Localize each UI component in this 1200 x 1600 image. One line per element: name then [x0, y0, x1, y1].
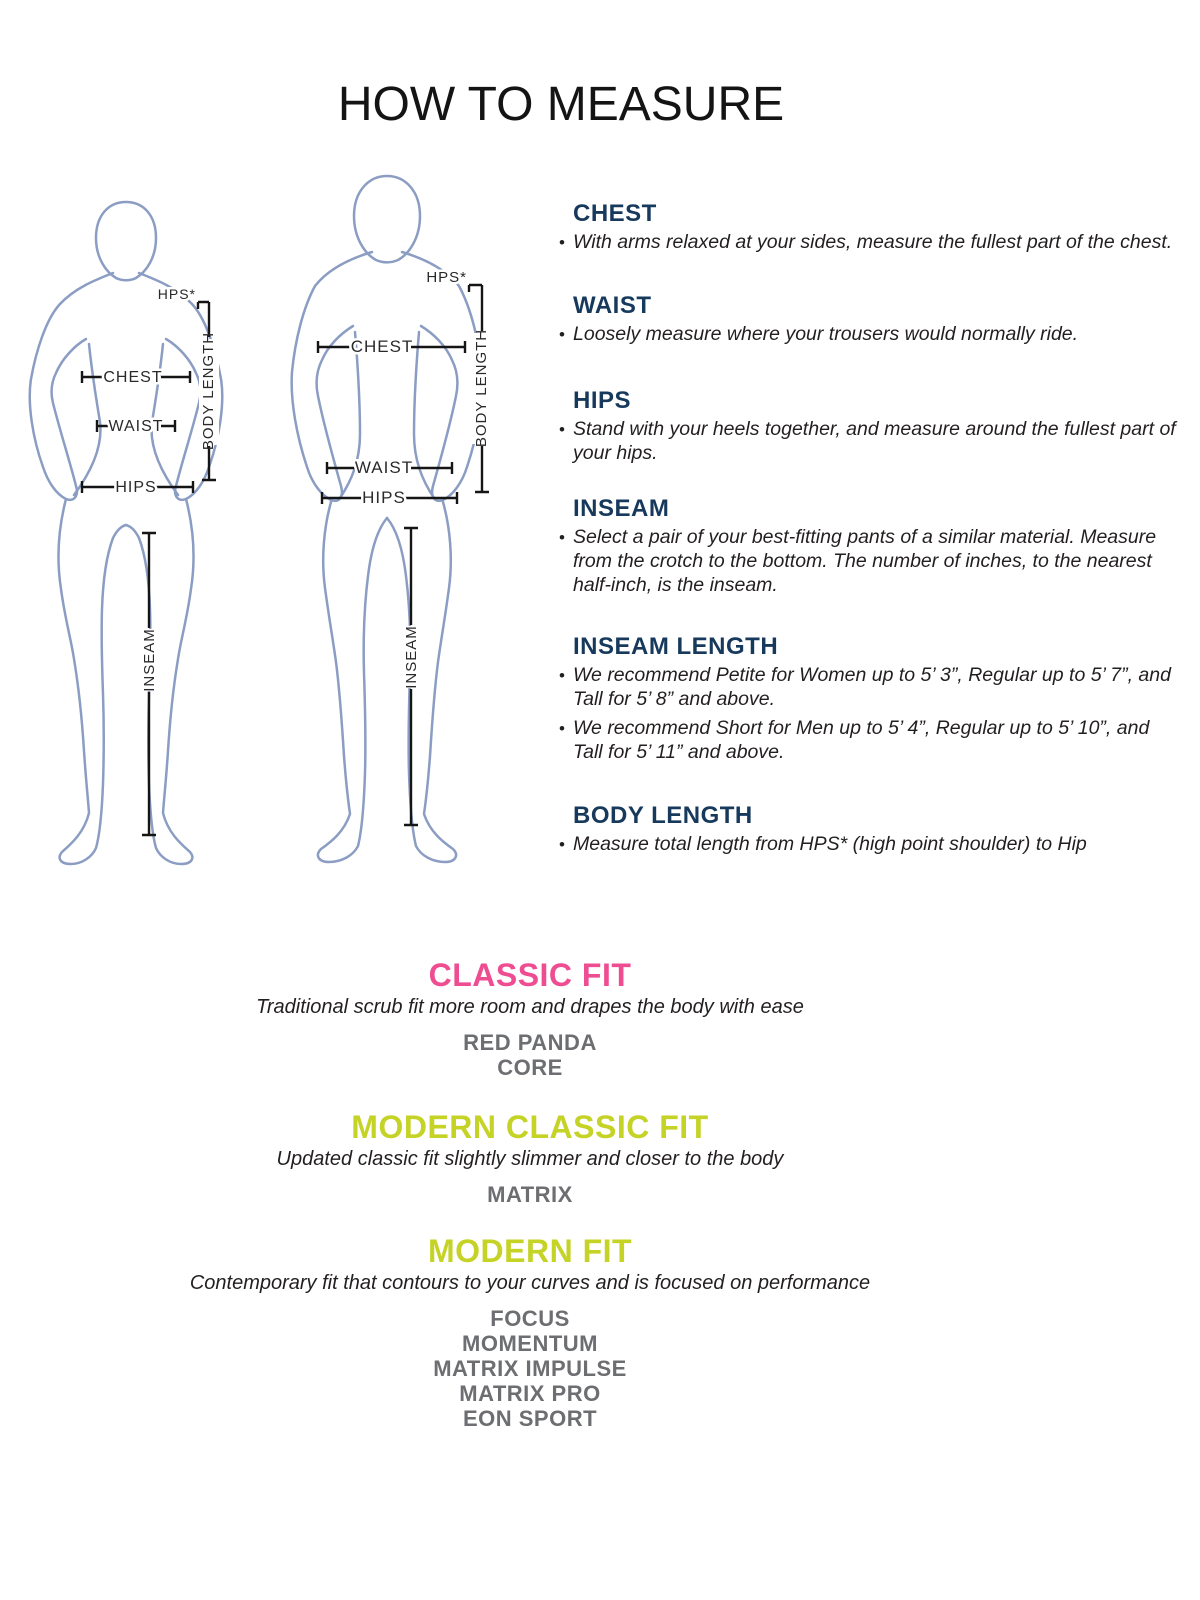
section-chest-bullet: • With arms relaxed at your sides, measure the fullest part of the chest. [565, 230, 1177, 254]
fit-classic-description: Traditional scrub fit more room and drapes the body with ease [256, 996, 804, 1018]
men-inseam-label: INSEAM [403, 625, 420, 689]
section-inseam [565, 495, 1177, 597]
men-hips-label: HIPS [362, 488, 406, 507]
page-title: HOW TO MEASURE [337, 78, 785, 132]
section-waist [565, 292, 1177, 346]
fit-modern-classic-description: Updated classic fit slightly slimmer and closer to the body [276, 1148, 784, 1170]
fit-modern-description: Contemporary fit that contours to your curves and is focused on performance [189, 1272, 871, 1294]
section-inseam-bullet: • Select a pair of your best-fitting pants of a similar material. Measure from the crotch to the bottom. The number of inches, to the nearest half-inch, is the inseam. [565, 525, 1177, 597]
men-hps-label: HPS* [426, 269, 467, 286]
product-focus: FOCUS [490, 1306, 570, 1331]
section-hips-bullet: • Stand with your heels together, and measure around the fullest part of your hips. [565, 417, 1177, 465]
section-body-length-bullet: • Measure total length from HPS* (high point shoulder) to Hip [565, 832, 1177, 856]
men-body-length-label: BODY LENGTH [473, 328, 490, 448]
section-waist-heading: WAIST [573, 292, 652, 319]
section-inseam-length-heading: INSEAM LENGTH [573, 633, 779, 660]
women-body-length-label: BODY LENGTH [200, 331, 217, 451]
product-core: CORE [497, 1055, 563, 1080]
product-matrix: MATRIX [487, 1182, 573, 1207]
women-hips-label: HIPS [115, 479, 157, 496]
product-matrix-pro: MATRIX PRO [459, 1381, 601, 1406]
fit-modern-products [0, 1306, 1060, 1431]
men-waist-label: WAIST [354, 458, 414, 477]
women-hps-label: HPS* [157, 286, 196, 302]
section-inseam-length-bullet-men: • We recommend Short for Men up to 5’ 4”, Regular up to 5’ 10”, and Tall for 5’ 11” and above. [565, 716, 1177, 764]
fit-classic-heading: CLASSIC FIT [428, 957, 632, 993]
product-eon-sport: EON SPORT [462, 1406, 598, 1431]
men-hps-tick [469, 285, 482, 292]
fit-modern-classic-products [0, 1182, 1060, 1207]
section-chest-heading: CHEST [573, 200, 657, 227]
section-waist-bullet: • Loosely measure where your trousers would normally ride. [565, 322, 1177, 346]
fit-modern [0, 1232, 1060, 1431]
section-body-length-heading: BODY LENGTH [573, 802, 753, 829]
fit-modern-classic [0, 1108, 1060, 1207]
section-body-length [565, 802, 1177, 856]
fit-classic-products [0, 1030, 1060, 1080]
product-momentum: MOMENTUM [462, 1331, 598, 1356]
men-chest-label: CHEST [350, 337, 414, 356]
section-hips [565, 387, 1177, 465]
women-inseam-label: INSEAM [141, 628, 158, 692]
section-inseam-heading: INSEAM [573, 495, 670, 522]
section-hips-heading: HIPS [573, 387, 632, 414]
women-head-outline [96, 202, 156, 280]
product-red-panda: RED PANDA [463, 1030, 597, 1055]
women-hps-tick [198, 302, 209, 309]
section-chest [565, 200, 1177, 254]
fit-modern-heading: MODERN FIT [427, 1233, 633, 1269]
women-figure-diagram [15, 195, 240, 870]
women-chest-label: CHEST [103, 369, 163, 386]
product-matrix-impulse: MATRIX IMPULSE [433, 1356, 627, 1381]
fit-modern-classic-heading: MODERN CLASSIC FIT [351, 1109, 709, 1145]
fit-classic [0, 956, 1060, 1080]
section-inseam-length [565, 633, 1177, 764]
men-figure-diagram [262, 168, 517, 875]
women-waist-label: WAIST [108, 418, 164, 435]
men-head-outline [354, 176, 420, 262]
section-inseam-length-bullet-women: • We recommend Petite for Women up to 5’ 3”, Regular up to 5’ 7”, and Tall for 5’ 8” and above. [565, 663, 1177, 711]
